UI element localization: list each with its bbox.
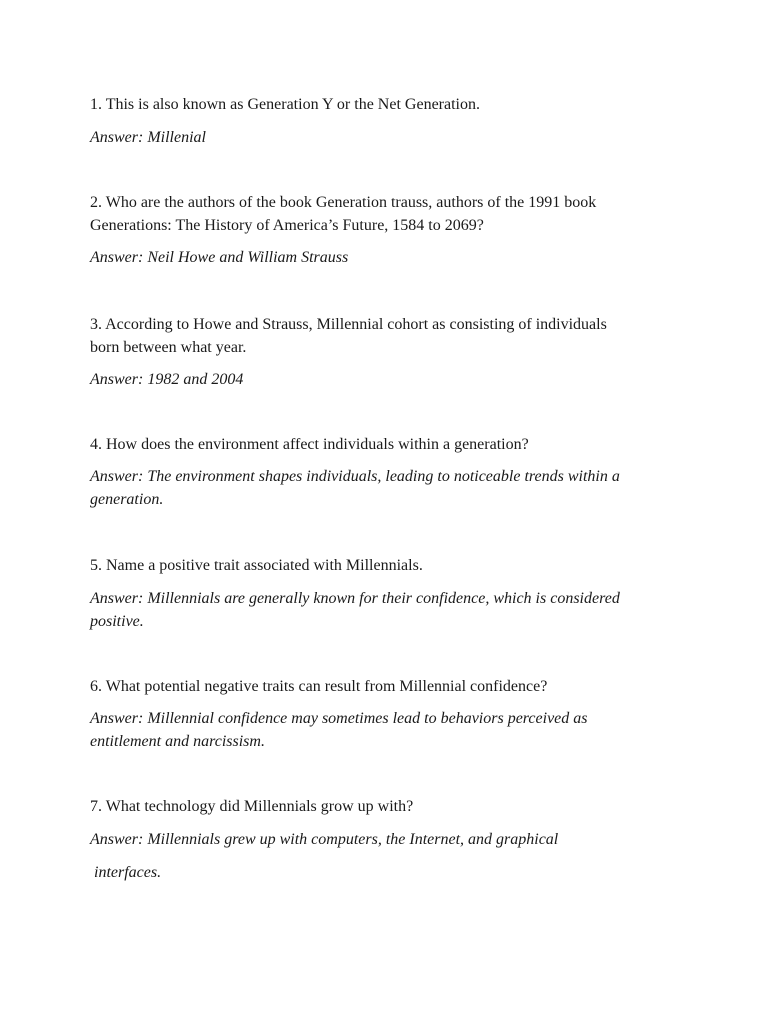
answer-6 <box>90 707 690 753</box>
question-7: 7. What technology did Millennials grow up with? <box>90 798 414 815</box>
answer-2: Answer: Neil Howe and William Strauss <box>90 249 349 266</box>
question-3-line-2: born between what year. <box>90 339 247 356</box>
answer-5-line-2: positive. <box>90 613 144 630</box>
question-6: 6. What potential negative traits can result from Millennial confidence? <box>90 678 548 695</box>
answer-5 <box>90 587 690 633</box>
answer-4-line-1: Answer: The environment shapes individuals, leading to noticeable trends within a <box>90 468 620 485</box>
answer-6-line-2: entitlement and narcissism. <box>90 733 265 750</box>
question-1: 1. This is also known as Generation Y or the Net Generation. <box>90 96 480 113</box>
question-4: 4. How does the environment affect individuals within a generation? <box>90 436 529 453</box>
question-2 <box>90 191 690 237</box>
answer-7-line-1: Answer: Millennials grew up with computers, the Internet, and graphical <box>90 831 559 848</box>
question-5: 5. Name a positive trait associated with Millennials. <box>90 557 423 574</box>
answer-6-line-1: Answer: Millennial confidence may sometimes lead to behaviors perceived as <box>90 710 588 727</box>
answer-7-line-2: interfaces. <box>94 864 162 881</box>
answer-4-line-2: generation. <box>90 491 164 508</box>
question-2-line-1: 2. Who are the authors of the book Generation trauss, authors of the 1991 book <box>90 194 597 211</box>
answer-5-line-1: Answer: Millennials are generally known for their confidence, which is considered <box>90 590 620 607</box>
answer-4 <box>90 465 690 511</box>
question-3-line-1: 3. According to Howe and Strauss, Millennial cohort as consisting of individuals <box>90 316 607 333</box>
answer-1: Answer: Millenial <box>90 129 206 146</box>
question-3 <box>90 313 690 359</box>
answer-3: Answer: 1982 and 2004 <box>90 371 244 388</box>
question-2-line-2: Generations: The History of America’s Future, 1584 to 2069? <box>90 217 484 234</box>
